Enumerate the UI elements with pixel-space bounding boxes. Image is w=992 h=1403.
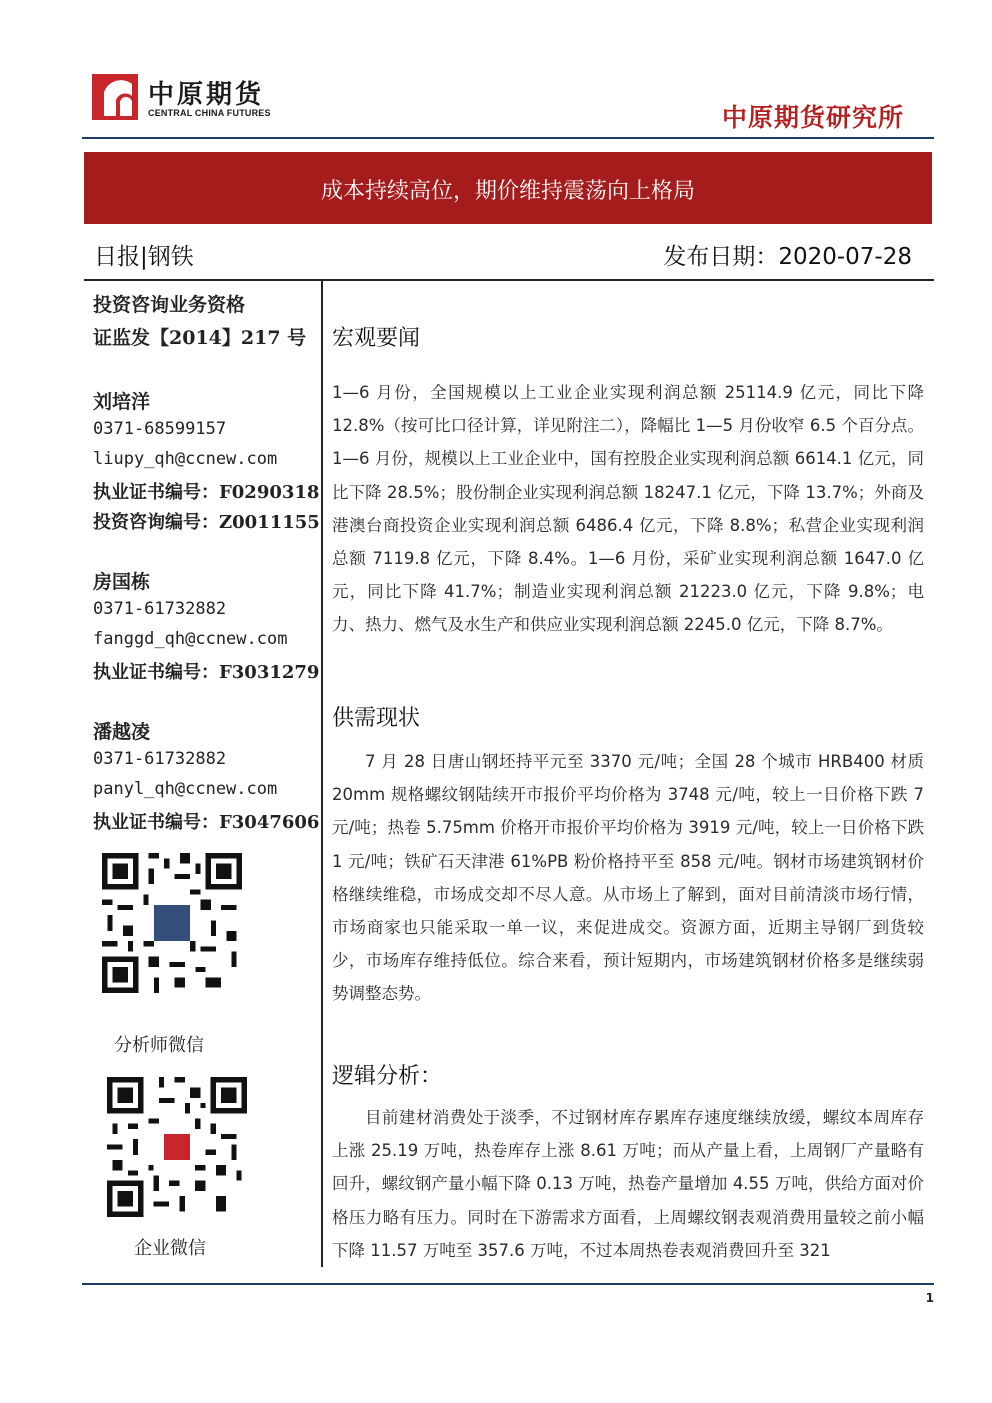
analyst-cert-number: 执业证书编号：F3047606 bbox=[93, 812, 320, 833]
section-title-logic-analysis: 逻辑分析： bbox=[332, 1064, 443, 1089]
company-wechat-qr-code[interactable] bbox=[102, 1072, 252, 1222]
section-title-supply-demand: 供需现状 bbox=[332, 706, 421, 731]
publish-date: 发布日期：2020-07-28 bbox=[663, 244, 912, 270]
qualification-label: 投资咨询业务资格 bbox=[93, 294, 246, 316]
analyst-name: 刘培洋 bbox=[93, 391, 151, 413]
analyst-email[interactable]: liupy_qh@ccnew.com bbox=[93, 449, 278, 469]
analyst-email[interactable]: fanggd_qh@ccnew.com bbox=[93, 629, 288, 649]
company-logo bbox=[92, 74, 292, 126]
section-body-supply-demand: 7 月 28 日唐山钢坯持平元至 3370 元/吨；全国 28 个城市 HRB400 材质 20mm 规格螺纹钢陆续开市报价平均价格为 3748 元/吨，较上一日价格下跌 7 元/吨；热卷 5.75mm 价格开市报价平均价格为 3919 元/吨，较上一日价格下跌 1 元/吨；铁矿石天津港 61%PB 粉价格持平至 858 元/吨。钢材市场建筑钢材价格继续维稳，市场成交却不尽人意。从市场上了解到，面对目前清淡市场行情，市场商家也只能采取一单一议，来促进成交。资源方面，近期主导钢厂到货较少，市场库存维持低位。综合来看，预计短期内，市场建筑钢材价格多是继续弱势调整态势。 bbox=[332, 752, 924, 1004]
report-type: 日报|钢铁 bbox=[94, 244, 194, 270]
meta-divider bbox=[84, 279, 934, 281]
footer-divider bbox=[82, 1283, 934, 1285]
column-divider bbox=[321, 281, 323, 1267]
logo-english-name: CENTRAL CHINA FUTURES bbox=[148, 108, 271, 118]
analyst-name: 潘越凌 bbox=[93, 721, 151, 743]
qr-caption: 分析师微信 bbox=[114, 1035, 204, 1056]
analyst-cert-number: 执业证书编号：F0290318 bbox=[93, 482, 320, 503]
page-number: 1 bbox=[925, 1291, 934, 1305]
analyst-cert-number: 执业证书编号：F3031279 bbox=[93, 662, 320, 683]
analyst-name: 房国栋 bbox=[93, 571, 151, 593]
header-divider bbox=[82, 137, 934, 139]
logo-chinese-name: 中原期货 bbox=[148, 80, 265, 110]
section-body-logic-analysis: 目前建材消费处于淡季，不过钢材库存累库存速度继续放缓，螺纹本周库存上涨 25.19 万吨，热卷库存上涨 8.61 万吨；而从产量上看，上周钢厂产量略有回升，螺纹钢产量小幅下降 0.13 万吨，热卷产量增加 4.55 万吨，供给方面对价格压力略有压力。同时在下游需求方面看，上周螺纹钢表观消费用量较之前小幅下降 11.57 万吨至 357.6 万吨，不过本周热卷表观消费回升至 321 bbox=[332, 1108, 924, 1260]
qualification-number: 证监发【2014】217 号 bbox=[93, 327, 307, 349]
analyst-wechat-qr-code[interactable] bbox=[97, 848, 247, 998]
title-banner bbox=[84, 152, 932, 224]
section-title-macro: 宏观要闻 bbox=[332, 326, 421, 351]
analyst-phone: 0371-68599157 bbox=[93, 419, 227, 439]
institute-name: 中原期货研究所 bbox=[721, 103, 904, 132]
analyst-phone: 0371-61732882 bbox=[93, 599, 227, 619]
qr-caption: 企业微信 bbox=[134, 1238, 206, 1259]
section-body-macro: 1—6 月份，全国规模以上工业企业实现利润总额 25114.9 亿元，同比下降 12.8%（按可比口径计算，详见附注二），降幅比 1—5 月份收窄 6.5 个百分点。1—6 月份，规模以上工业企业中，国有控股企业实现利润总额 6614.1 亿元，同比下降 28.5%；股份制企业实现利润总额 18247.1 亿元，下降 13.7%；外商及港澳台商投资企业实现利润总额 6486.4 亿元，下降 8.8%；私营企业实现利润总额 7119.8 亿元，下降 8.4%。1—6 月份，采矿业实现利润总额 1647.0 亿元，同比下降 41.7%；制造业实现利润总额 21223.0 亿元，下降 9.8%；电力、热力、燃气及水生产和供应业实现利润总额 2245.0 亿元，下降 8.7%。 bbox=[332, 383, 924, 635]
logo-mark-icon bbox=[92, 74, 138, 120]
analyst-consult-number: 投资咨询编号：Z0011155 bbox=[93, 512, 320, 533]
analyst-email[interactable]: panyl_qh@ccnew.com bbox=[93, 779, 278, 799]
report-title: 成本持续高位，期价维持震荡向上格局 bbox=[320, 179, 695, 204]
analyst-phone: 0371-61732882 bbox=[93, 749, 227, 769]
